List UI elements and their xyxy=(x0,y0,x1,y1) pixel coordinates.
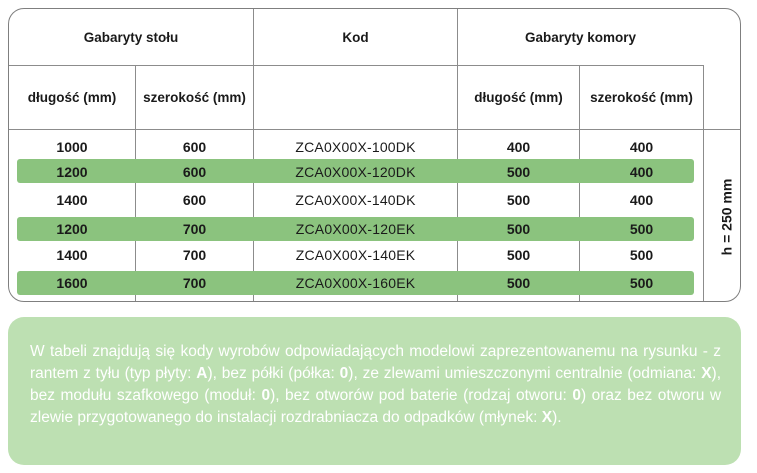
note-text: W tabeli znajdują się kody wyrobów odpowiadających modelowi zaprezentowanemu na rysunku - z rantem z tyłu (typ płyty: xyxy=(30,343,721,382)
note-value: 0 xyxy=(261,387,271,404)
cell-chamber-length: 500 xyxy=(506,164,531,180)
cell-width: 700 xyxy=(182,221,207,237)
note-text: ). xyxy=(552,409,562,426)
header-bottom-divider xyxy=(9,129,741,130)
cell-chamber-length: 500 xyxy=(506,275,531,291)
note-text: ), bez modułu szafkowego (moduł: xyxy=(30,365,721,404)
column-divider xyxy=(703,65,704,302)
height-note xyxy=(709,167,741,267)
note-text: ) oraz bez otworu w zlewie przygotowanego do instalacji rozdrabniacza do odpadków (młynek: xyxy=(30,387,722,426)
header-table-dimensions: Gabaryty stołu xyxy=(83,29,179,45)
header-length: długość (mm) xyxy=(27,90,117,105)
cell-width: 600 xyxy=(182,164,207,180)
cell-chamber-width: 400 xyxy=(629,164,654,180)
info-note xyxy=(8,317,741,465)
cell-code: ZCA0X00X-140EK xyxy=(295,247,416,263)
cell-length: 1200 xyxy=(56,221,88,237)
cell-chamber-length: 500 xyxy=(506,247,531,263)
note-value: 0 xyxy=(572,387,581,404)
note-text: ), bez otworów pod baterie (rodzaj otworu: xyxy=(270,387,573,404)
cell-code: ZCA0X00X-100DK xyxy=(295,139,416,155)
cell-width: 700 xyxy=(182,275,207,291)
header-width: szerokość (mm) xyxy=(143,90,246,105)
cell-width: 700 xyxy=(182,247,207,263)
cell-length: 1400 xyxy=(56,192,88,208)
note-value: A xyxy=(196,365,208,382)
cell-chamber-width: 500 xyxy=(629,221,654,237)
note-value: 0 xyxy=(339,365,349,382)
cell-length: 1200 xyxy=(56,164,88,180)
cell-chamber-length: 500 xyxy=(506,192,531,208)
cell-chamber-width: 500 xyxy=(629,247,654,263)
cell-code: ZCA0X00X-140DK xyxy=(295,192,416,208)
cell-chamber-width: 400 xyxy=(629,192,654,208)
cell-length: 1400 xyxy=(56,247,88,263)
cell-chamber-width: 400 xyxy=(629,139,654,155)
dimensions-table xyxy=(8,8,741,302)
header-chamber-dimensions: Gabaryty komory xyxy=(524,29,637,45)
cell-code: ZCA0X00X-120DK xyxy=(295,164,416,180)
cell-chamber-length: 400 xyxy=(506,139,531,155)
height-note-label: h = 250 mm xyxy=(718,178,734,256)
header-chamber-length: długość (mm) xyxy=(474,90,563,105)
cell-code: ZCA0X00X-120EK xyxy=(295,221,416,237)
cell-chamber-length: 500 xyxy=(506,221,531,237)
cell-code: ZCA0X00X-160EK xyxy=(295,275,416,291)
cell-length: 1000 xyxy=(56,139,88,155)
cell-chamber-width: 500 xyxy=(629,275,654,291)
header-chamber-width: szerokość (mm) xyxy=(590,90,693,105)
cell-width: 600 xyxy=(182,192,207,208)
cell-width: 600 xyxy=(182,139,207,155)
note-value: X xyxy=(701,365,712,382)
header-code: Kod xyxy=(342,29,369,45)
note-value: X xyxy=(541,409,553,426)
cell-length: 1600 xyxy=(56,275,88,291)
note-text: ), ze zlewami umieszczonymi centralnie (odmiana: xyxy=(348,365,702,382)
note-text: ), bez półki (półka: xyxy=(207,365,340,382)
